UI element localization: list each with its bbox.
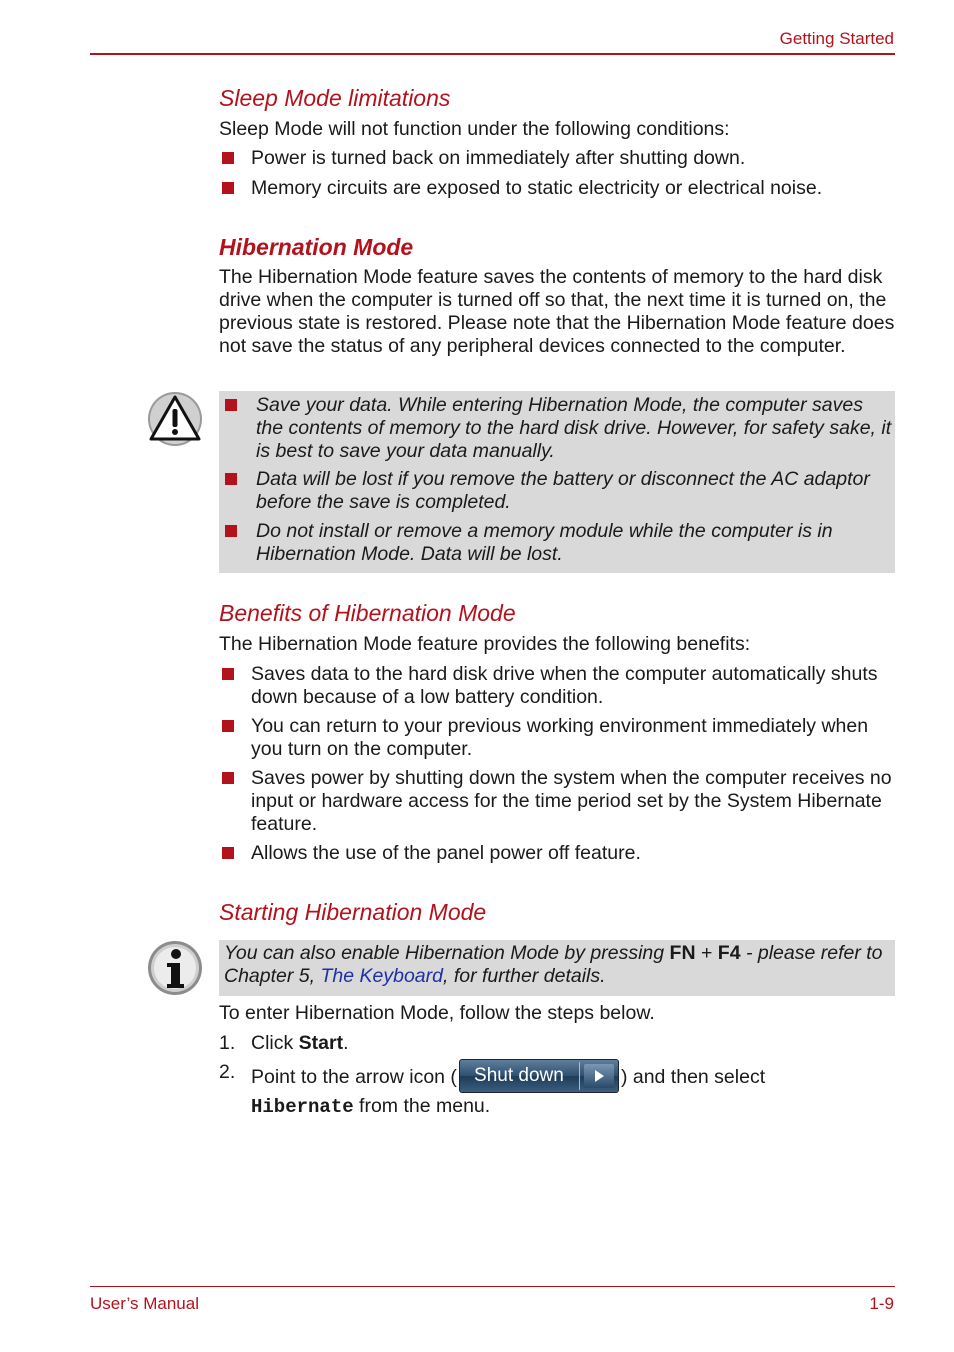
step-number: 2.: [219, 1061, 236, 1083]
note-text: [224, 942, 890, 988]
note-text-part: - please refer to Chapter 5,: [224, 942, 883, 987]
list-item-text: Save your data. While entering Hibernation Mode, the computer saves the contents of memory to the hard disk drive. However, for safety sake, it is best to save your data manually.: [256, 394, 892, 462]
step-text-part: from the menu.: [353, 1095, 491, 1117]
bullet-square-icon: [225, 399, 237, 411]
starting-heading: Starting Hibernation Mode: [219, 899, 487, 925]
bullet-square-icon: [222, 152, 234, 164]
note-box: [219, 940, 895, 996]
fn-key: FN: [669, 942, 696, 964]
benefits-heading: Benefits of Hibernation Mode: [219, 600, 516, 626]
bullet-square-icon: [222, 772, 234, 784]
list-item: [219, 147, 895, 170]
bullet-square-icon: [222, 668, 234, 680]
list-item: [219, 767, 895, 836]
step-text-part: Click: [251, 1032, 299, 1054]
caution-box: [219, 391, 895, 573]
list-item: [219, 842, 895, 865]
bullet-square-icon: [225, 525, 237, 537]
page-number: 1-9: [869, 1294, 894, 1313]
sleep-limitations-intro: Sleep Mode will not function under the following conditions:: [219, 118, 730, 140]
step-text-part: .: [343, 1032, 349, 1054]
list-item: [219, 468, 895, 514]
list-item: [219, 520, 895, 566]
list-item-text: Data will be lost if you remove the battery or disconnect the AC adaptor before the save is completed.: [256, 468, 870, 513]
list-item-text: Do not install or remove a memory module while the computer is in Hibernation Mode. Data will be lost.: [256, 520, 833, 565]
list-item-text: Allows the use of the panel power off feature.: [251, 842, 641, 864]
list-item-text: Saves power by shutting down the system when the computer receives no input or hardware access for the time period set by the System Hibernate feature.: [251, 767, 892, 835]
button-divider: [579, 1062, 580, 1090]
running-header: Getting Started: [779, 29, 894, 48]
footer-rule: [90, 1286, 895, 1287]
bullet-square-icon: [225, 473, 237, 485]
step-text: [251, 1061, 895, 1119]
benefits-intro: The Hibernation Mode feature provides the following benefits:: [219, 633, 751, 655]
keyboard-chapter-link[interactable]: The Keyboard: [320, 965, 443, 987]
sleep-limitations-heading: Sleep Mode limitations: [219, 85, 451, 111]
right-arrow-icon[interactable]: [584, 1064, 614, 1088]
list-item-text: Saves data to the hard disk drive when the computer automatically shuts down because of a low battery condition.: [251, 663, 878, 708]
bullet-square-icon: [222, 720, 234, 732]
start-label: Start: [298, 1032, 344, 1054]
step-number: 1.: [219, 1032, 236, 1054]
shut-down-label: Shut down: [474, 1065, 564, 1086]
shut-down-button[interactable]: [459, 1059, 619, 1093]
step-text-part: Point to the arrow icon (: [251, 1066, 457, 1089]
step-item: [219, 1061, 895, 1119]
header-rule: [90, 53, 895, 55]
footer-manual-title: User’s Manual: [90, 1294, 199, 1313]
bullet-square-icon: [222, 847, 234, 859]
list-item-text: Power is turned back on immediately after shutting down.: [251, 147, 746, 169]
plus-sign: +: [695, 942, 718, 964]
step-text: [251, 1032, 895, 1055]
warning-triangle-icon: [147, 391, 203, 447]
note-text-part: , for further details.: [442, 965, 606, 987]
list-item: [219, 177, 895, 200]
list-item: [219, 394, 895, 463]
list-item: [219, 715, 895, 761]
info-icon: [147, 940, 203, 996]
hibernation-paragraph: The Hibernation Mode feature saves the contents of memory to the hard disk drive when the computer is turned off so that, the next time it is turned on, the previous state is restored. Please note that the Hibernation Mode feature does not save the status of any peripheral devices connected to the computer.: [219, 266, 895, 357]
step-item: [219, 1032, 895, 1055]
steps-intro: To enter Hibernation Mode, follow the steps below.: [219, 1002, 655, 1024]
note-text-part: You can also enable Hibernation Mode by pressing: [224, 942, 670, 964]
bullet-square-icon: [222, 182, 234, 194]
hibernate-command: Hibernate: [251, 1096, 354, 1118]
list-item-text: You can return to your previous working environment immediately when you turn on the computer.: [251, 715, 869, 760]
list-item: [219, 663, 895, 709]
list-item-text: Memory circuits are exposed to static electricity or electrical noise.: [251, 177, 823, 199]
f4-key: F4: [717, 942, 741, 964]
step-text-part: ) and then select: [620, 1066, 766, 1089]
hibernation-heading: Hibernation Mode: [219, 234, 414, 260]
